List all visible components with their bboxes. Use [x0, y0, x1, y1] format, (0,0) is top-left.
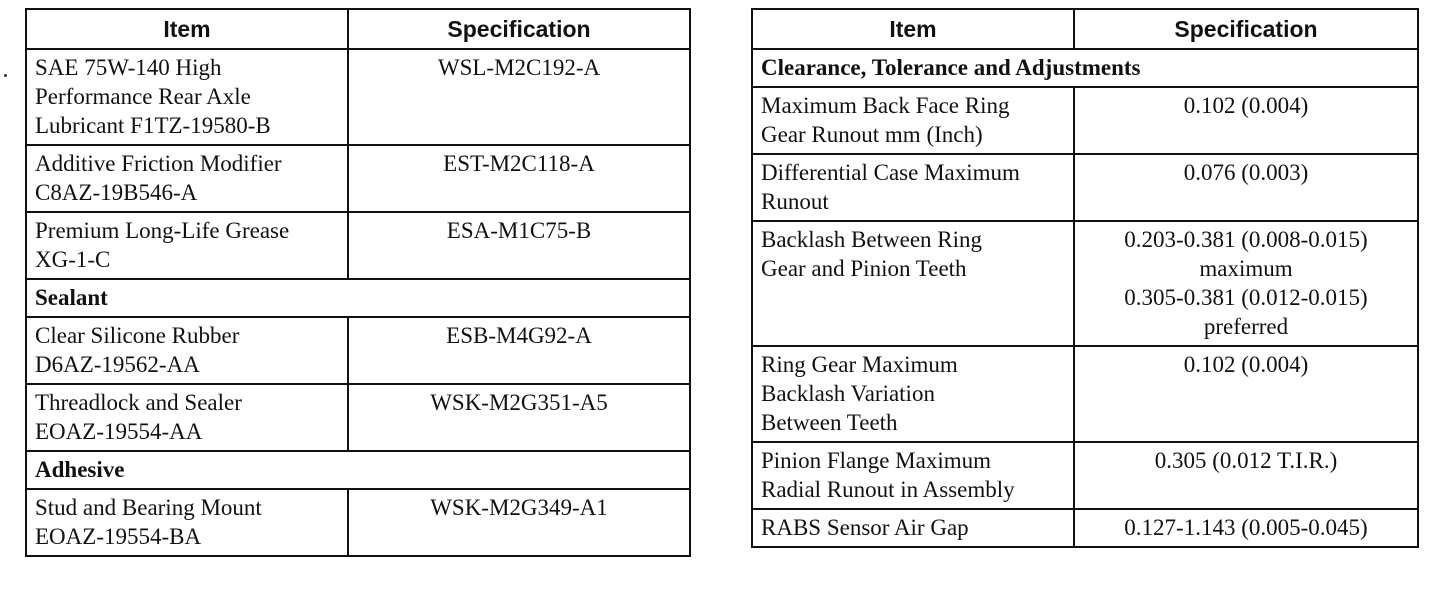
item-text: Maximum Back Face Ring	[761, 93, 1010, 118]
section-row	[752, 49, 1418, 87]
clearance-spec-table	[751, 8, 1419, 548]
item-text: Ring Gear Maximum	[761, 352, 958, 377]
specification-text: ESB-M4G92-A	[446, 323, 592, 348]
section-row	[26, 279, 690, 317]
specification-text: ESA-M1C75-B	[446, 218, 592, 243]
header-row	[26, 9, 690, 49]
item-text: Between Teeth	[761, 410, 898, 435]
table-row	[752, 346, 1418, 442]
specification-cell	[348, 317, 690, 384]
table-row	[752, 442, 1418, 509]
item-text: Performance Rear Axle	[35, 84, 251, 109]
table-row	[26, 145, 690, 212]
specification-cell	[348, 49, 690, 145]
item-text: RABS Sensor Air Gap	[761, 515, 969, 540]
item-text: Radial Runout in Assembly	[761, 477, 1015, 502]
item-text: Clear Silicone Rubber	[35, 323, 240, 348]
section-row	[26, 451, 690, 489]
item-text: EOAZ-19554-BA	[35, 524, 202, 549]
header-specification: Specification	[348, 9, 690, 49]
item-cell	[752, 87, 1074, 154]
item-text: D6AZ-19562-AA	[35, 352, 200, 377]
table-row	[752, 509, 1418, 547]
specification-cell	[1074, 346, 1418, 442]
item-text: XG-1-C	[35, 247, 111, 272]
item-text: Backlash Variation	[761, 381, 935, 406]
item-text: Differential Case Maximum	[761, 160, 1020, 185]
item-text: C8AZ-19B546-A	[35, 180, 198, 205]
item-cell	[26, 145, 348, 212]
specification-text: WSL-M2C192-A	[437, 55, 601, 80]
item-text: Gear and Pinion Teeth	[761, 256, 967, 281]
item-text: EOAZ-19554-AA	[35, 419, 203, 444]
table-row	[26, 489, 690, 556]
table-row	[26, 317, 690, 384]
section-label: Clearance, Tolerance and Adjustments	[752, 49, 1418, 87]
item-cell	[752, 221, 1074, 346]
item-text: Gear Runout mm (Inch)	[761, 122, 983, 147]
item-text: Runout	[761, 189, 829, 214]
table-row	[752, 221, 1418, 346]
item-cell	[26, 49, 348, 145]
specification-cell	[348, 489, 690, 556]
section-label: Sealant	[26, 279, 690, 317]
header-row	[752, 9, 1418, 49]
specification-cell	[348, 212, 690, 279]
specification-text: preferred	[1203, 314, 1289, 339]
specification-text: WSK-M2G351-A5	[430, 390, 608, 415]
specification-text: WSK-M2G349-A1	[430, 495, 608, 520]
item-cell	[752, 509, 1074, 547]
item-text: Additive Friction Modifier	[35, 151, 282, 176]
specification-cell	[1074, 221, 1418, 346]
specification-text: 0.076 (0.003)	[1183, 160, 1309, 185]
specification-text: 0.102 (0.004)	[1183, 93, 1309, 118]
item-cell	[26, 212, 348, 279]
item-text: Pinion Flange Maximum	[761, 448, 991, 473]
specification-text: 0.305 (0.012 T.I.R.)	[1154, 448, 1338, 473]
item-cell	[26, 317, 348, 384]
item-cell	[752, 154, 1074, 221]
lubricant-spec-table	[25, 8, 691, 557]
header-item: Item	[752, 9, 1074, 49]
specification-cell	[1074, 154, 1418, 221]
header-specification: Specification	[1074, 9, 1418, 49]
specification-cell	[1074, 442, 1418, 509]
table-row	[752, 154, 1418, 221]
table-row	[26, 212, 690, 279]
specification-text: 0.203-0.381 (0.008-0.015)	[1124, 227, 1368, 252]
stray-mark	[4, 74, 7, 77]
specification-cell	[1074, 509, 1418, 547]
specification-text: 0.102 (0.004)	[1183, 352, 1309, 377]
specification-text: 0.305-0.381 (0.012-0.015)	[1124, 285, 1368, 310]
table-row	[752, 87, 1418, 154]
item-cell	[752, 442, 1074, 509]
table-row	[26, 384, 690, 451]
specification-text: maximum	[1199, 256, 1293, 281]
item-text: Threadlock and Sealer	[35, 390, 242, 415]
specification-cell	[348, 384, 690, 451]
item-cell	[752, 346, 1074, 442]
item-text: Premium Long-Life Grease	[35, 218, 290, 243]
table-row	[26, 49, 690, 145]
item-text: SAE 75W-140 High	[35, 55, 222, 80]
item-text: Stud and Bearing Mount	[35, 495, 262, 520]
specification-text: EST-M2C118-A	[443, 151, 595, 176]
specification-text: 0.127-1.143 (0.005-0.045)	[1124, 515, 1368, 540]
item-cell	[26, 489, 348, 556]
section-label: Adhesive	[26, 451, 690, 489]
item-text: Lubricant F1TZ-19580-B	[35, 113, 271, 138]
specification-cell	[1074, 87, 1418, 154]
specification-cell	[348, 145, 690, 212]
item-text: Backlash Between Ring	[761, 227, 983, 252]
item-cell	[26, 384, 348, 451]
header-item: Item	[26, 9, 348, 49]
